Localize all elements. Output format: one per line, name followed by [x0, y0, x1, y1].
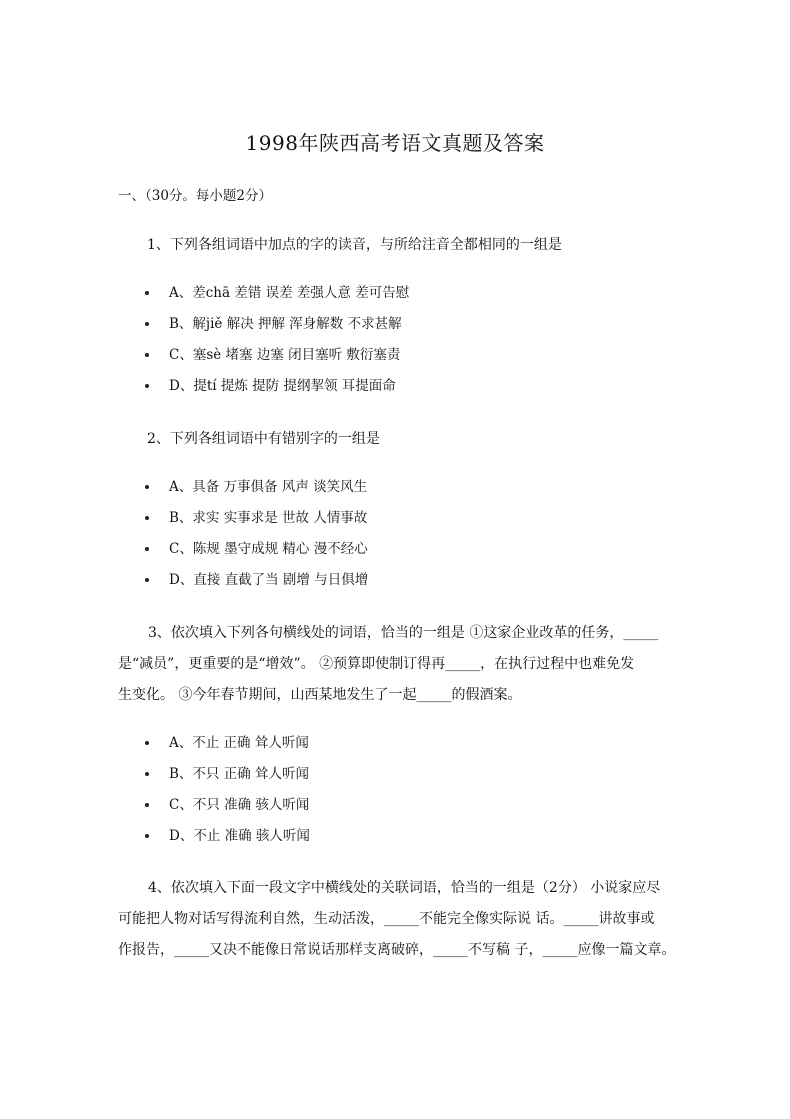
bullet-icon [145, 353, 149, 357]
bullet-icon [145, 578, 149, 582]
bullet-icon [145, 322, 149, 326]
option-item [0, 345, 790, 365]
stem-line: 4、依次填入下面一段文字中横线处的关联词语，恰当的一组是（2分） 小说家应尽 [148, 880, 661, 896]
option-item [0, 539, 790, 559]
option-text: D、直接 直截了当 剧增 与日俱增 [169, 572, 369, 588]
option-item [0, 376, 790, 396]
option-text: C、陈规 墨守成规 精心 漫不经心 [169, 541, 368, 557]
question-2-stem: 2、下列各组词语中有错别字的一组是 [147, 431, 380, 447]
option-item [0, 283, 790, 303]
option-text: D、提tí 提炼 提防 提纲挈领 耳提面命 [169, 378, 396, 394]
document-title: 1998年陕西高考语文真题及答案 [245, 131, 545, 155]
option-item [0, 508, 790, 528]
bullet-icon [145, 485, 149, 489]
stem-line: 作报告，_____又决不能像日常说话那样支离破碎，_____不写稿 子，_____应像一篇文章。 [118, 942, 676, 958]
option-text: B、不只 正确 耸人听闻 [169, 766, 310, 782]
option-item [0, 795, 790, 815]
question-4-stem [118, 873, 678, 966]
option-text: C、塞sè 堵塞 边塞 闭目塞听 敷衍塞责 [169, 347, 401, 363]
stem-line: 3、依次填入下列各句横线处的词语，恰当的一组是 ①这家企业改革的任务，_____ [148, 625, 659, 641]
stem-line: 生变化。 ③今年春节期间，山西某地发生了一起_____的假酒案。 [118, 687, 522, 703]
option-text: D、不止 准确 骇人听闻 [169, 828, 310, 844]
option-text: A、具备 万事俱备 风声 谈笑风生 [169, 479, 368, 495]
option-item [0, 477, 790, 497]
option-item [0, 764, 790, 784]
question-1-stem: 1、下列各组词语中加点的字的读音，与所给注音全都相同的一组是 [147, 237, 562, 253]
bullet-icon [145, 772, 149, 776]
option-item [0, 314, 790, 334]
question-3-stem [118, 618, 678, 711]
bullet-icon [145, 834, 149, 838]
section-heading: 一、（30分。每小题2分） [118, 188, 273, 204]
option-item [0, 826, 790, 846]
option-text: B、求实 实事求是 世故 人情事故 [169, 510, 368, 526]
option-text: A、差chā 差错 误差 差强人意 差可告慰 [169, 285, 410, 301]
option-item [0, 733, 790, 753]
stem-line: 可能把人物对话写得流利自然，生动活泼，_____不能完全像实际说 话。_____讲故事或 [118, 911, 655, 927]
bullet-icon [145, 516, 149, 520]
bullet-icon [145, 291, 149, 295]
bullet-icon [145, 741, 149, 745]
option-text: A、不止 正确 耸人听闻 [169, 735, 309, 751]
option-text: C、不只 准确 骇人听闻 [169, 797, 310, 813]
option-item [0, 570, 790, 590]
stem-line: 是“减员”，更重要的是“增效”。 ②预算即使制订得再_____，在执行过程中也难免发 [118, 656, 635, 672]
option-text: B、解jiě 解决 押解 浑身解数 不求甚解 [169, 316, 402, 332]
bullet-icon [145, 803, 149, 807]
bullet-icon [145, 547, 149, 551]
bullet-icon [145, 384, 149, 388]
